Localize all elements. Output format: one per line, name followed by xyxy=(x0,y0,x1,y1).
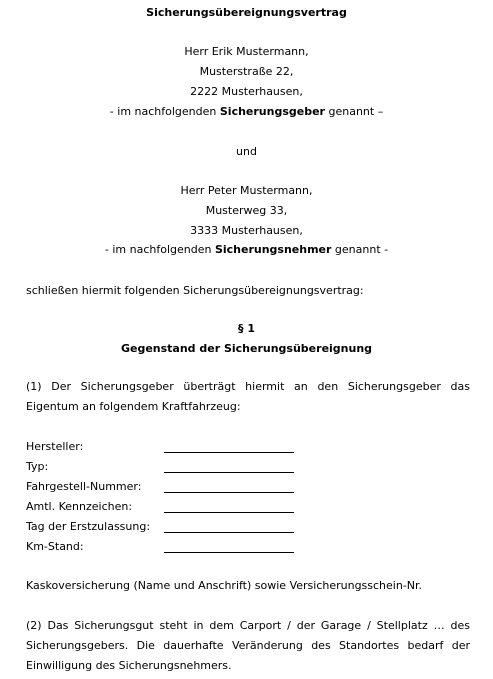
party2-city: 3333 Musterhausen, xyxy=(190,224,303,237)
party2-role xyxy=(0,243,493,257)
field-blank-license-plate xyxy=(164,512,294,513)
party2-street: Musterweg 33, xyxy=(205,204,288,217)
field-blank-manufacturer xyxy=(164,452,294,453)
party2-role-bold: Sicherungsnehmer xyxy=(214,243,332,256)
party1-city: 2222 Musterhausen, xyxy=(190,85,303,98)
party1-role-suffix: genannt – xyxy=(324,105,384,118)
field-label-mileage: Km-Stand: xyxy=(26,540,84,553)
party1-name: Herr Erik Mustermann, xyxy=(184,45,309,58)
section-heading: Gegenstand der Sicherungsübereignung xyxy=(120,342,373,355)
party1-role-bold: Sicherungsgeber xyxy=(219,105,325,118)
field-blank-type xyxy=(164,472,294,473)
party2-name: Herr Peter Mustermann, xyxy=(180,184,313,197)
and-separator: und xyxy=(236,145,257,158)
field-label-chassis-number: Fahrgestell-Nummer: xyxy=(26,480,142,493)
party2-role-suffix: genannt - xyxy=(331,243,389,256)
paragraph-1: (1) Der Sicherungsgeber überträgt hiermit an den Sicherungsgeber das Eigentum an folgendem Kraftfahrzeug: xyxy=(26,380,470,413)
field-blank-chassis-number xyxy=(164,492,294,493)
field-label-type: Typ: xyxy=(26,460,49,473)
field-blank-mileage xyxy=(164,552,294,553)
field-blank-first-registration xyxy=(164,532,294,533)
party1-role xyxy=(0,105,493,119)
section-number: § 1 xyxy=(238,322,255,335)
paragraph-2: (2) Das Sicherungsgut steht in dem Carport / der Garage / Stellplatz … des Sicherungsgebers. Die dauerhafte Veränderung des Standortes bedarf der Einwilligung des Sicherungsnehmers. xyxy=(26,619,470,672)
contract-title: Sicherungsübereignungsvertrag xyxy=(146,6,347,19)
field-label-first-registration: Tag der Erstzulassung: xyxy=(26,520,151,533)
party1-street: Musterstraße 22, xyxy=(199,65,294,78)
party2-role-prefix: - im nachfolgenden xyxy=(104,243,215,256)
party1-role-prefix: - im nachfolgenden xyxy=(109,105,220,118)
field-label-license-plate: Amtl. Kennzeichen: xyxy=(26,500,133,513)
field-label-manufacturer: Hersteller: xyxy=(26,440,84,453)
insurance-text: Kaskoversicherung (Name und Anschrift) sowie Versicherungsschein-Nr. xyxy=(26,579,423,592)
intro-text: schließen hiermit folgenden Sicherungsübereignungsvertrag: xyxy=(26,284,364,297)
